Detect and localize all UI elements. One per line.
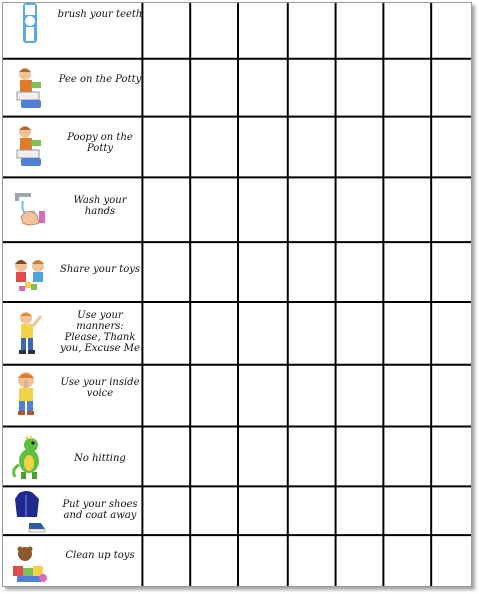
shushing-boy-icon	[11, 371, 49, 417]
hand-washing-icon	[11, 187, 49, 233]
task-label: Share your toys	[59, 264, 141, 275]
waving-boy-icon	[11, 310, 49, 356]
task-label: Use your manners: Please, Thank you, Excuse Me	[60, 310, 140, 354]
child-on-potty-icon	[11, 124, 49, 170]
task-row-share-toys	[3, 244, 143, 303]
task-row-no-hitting	[3, 429, 143, 488]
task-label: Clean up toys	[65, 550, 135, 561]
task-row-shoes-and-coat	[3, 489, 143, 537]
task-row-brush-teeth	[3, 3, 143, 59]
task-row-poopy-on-potty	[3, 118, 143, 178]
task-row-pee-on-potty	[3, 60, 143, 117]
task-row-inside-voice	[3, 367, 143, 428]
task-label: Put your shoes and coat away	[62, 499, 138, 521]
task-label: Poopy on the Potty	[67, 132, 133, 154]
chore-chart	[2, 2, 472, 587]
green-dragon-icon	[11, 435, 49, 481]
task-row-wash-hands	[3, 179, 143, 243]
task-label: Pee on the Potty	[58, 74, 142, 85]
task-label: No hitting	[74, 453, 126, 464]
toothbrush-icon	[11, 3, 49, 49]
task-label: Use your inside voice	[60, 377, 140, 399]
task-row-use-manners	[3, 304, 143, 366]
coat-and-shoes-icon	[11, 489, 49, 535]
child-on-potty-icon	[11, 66, 49, 112]
task-row-clean-up-toys	[3, 538, 143, 587]
task-label: brush your teeth	[57, 9, 143, 20]
toy-pile-icon	[11, 544, 49, 587]
children-playing-icon	[11, 252, 49, 298]
task-label: Wash your hands	[73, 195, 127, 217]
